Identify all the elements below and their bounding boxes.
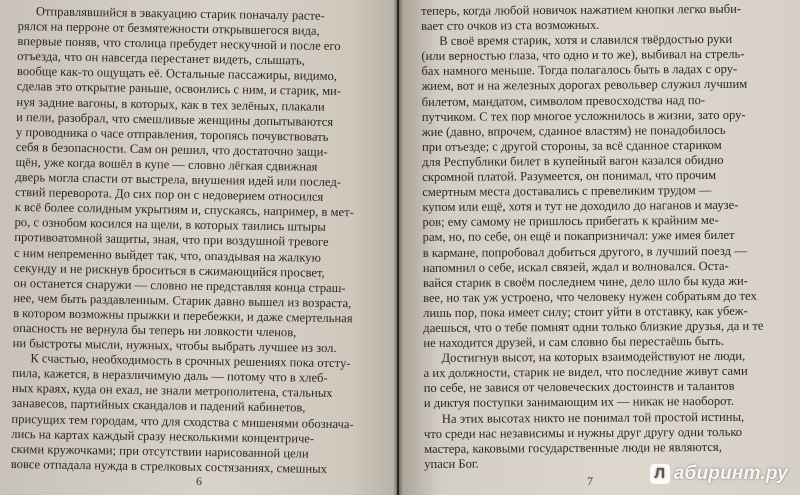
text-line: даешься, что о тебе помнят одни только близкие друзья, да и те xyxy=(423,318,764,335)
book-gutter xyxy=(393,0,403,495)
text-line: дверь могла спасти от выстрела, внушения идей или послед- xyxy=(15,170,342,190)
text-line: впервые поняв, что столица пребудет нескучной и после его xyxy=(17,34,341,54)
text-line: скими кружочками; при отсутствии нарисованной цели xyxy=(10,441,309,461)
text-line: ни быстроты мысли, нужных, чтобы выбрать лучшее из зол. xyxy=(12,336,337,356)
text-line: упаси Бог. xyxy=(424,456,479,471)
text-line: и диктуя поступки занимающим их — никак не наоборот. xyxy=(423,394,735,411)
labirint-logo-badge: Л xyxy=(650,464,670,484)
text-line: опасность не вернула бы теперь ни ловкости членов, xyxy=(12,320,297,340)
text-line: пила, кажется, в неразличимую даль — потому что в хлеб- xyxy=(12,366,328,386)
text-line: напомнил о себе, искал связей, ждал и волновался. Оста- xyxy=(422,258,729,275)
left-page-number: 6 xyxy=(196,474,202,488)
text-line: противоатомной защиты, зная, что при воздушной тревоге xyxy=(14,230,329,250)
text-line: вайся старик в своём последнем чине, дело шло бы куда жи- xyxy=(422,273,748,290)
text-line: не находится друзей, и сам словно бы перестаёшь быть. xyxy=(423,333,725,351)
text-line: смертным места доставались с превеликим трудом — xyxy=(422,183,712,200)
text-line: Отправлявшийся в эвакуацию старик поначалу расте- xyxy=(35,4,325,23)
text-line: для Республики билет в купейный вагон казался обидно xyxy=(422,152,724,169)
text-line: К счастью, необходимость в срочных решениях пока отсту- xyxy=(30,351,351,371)
text-line: мастера, каковыми государственные люди не являются, xyxy=(424,439,722,456)
text-line: при отъезде; с другой стороны, за всё сданное стариком xyxy=(421,137,722,154)
text-line: вее, но так уж устроено, что человеку нужен собратьям до тех xyxy=(423,288,757,305)
labirint-watermark xyxy=(650,463,788,485)
text-line: с ним непременно выйдет так, что, опаздывая на жалкую xyxy=(13,245,322,265)
right-page xyxy=(399,0,800,495)
text-line: секунду и не рискнув броситься в сжимающийся просвет, xyxy=(13,260,325,280)
text-line: в котором возможны прыжки и перебежки, и даже смертельная xyxy=(13,305,353,326)
text-line: лишь пор, пока имеет силу; стоит уйти в отставку, как убеж- xyxy=(423,303,748,320)
text-line: а их должности, старик не видел, что последние живут сами xyxy=(423,363,748,381)
right-page-text xyxy=(421,2,776,472)
labirint-logo-text: абиринт.ру xyxy=(673,463,788,484)
text-line: себя в безопасности. Сам он решил, что достаточно защи- xyxy=(15,139,328,159)
text-line: (или верностью глаза, что одно и то же), выбивал на стрель- xyxy=(421,47,745,64)
text-line: ных краях, куда он ехал, не знали метрополитена, стальных xyxy=(11,381,333,401)
text-line: по себе, не завися от человеческих достоинств и талантов xyxy=(423,379,735,396)
text-line: занавесов, партийных скандалов и падений кабинетов, xyxy=(11,396,306,416)
text-line: в кармане, попробовал добиться другого, в лучший поезд — xyxy=(422,243,747,260)
text-line: нуя задние вагоны, в которых, как в тех зелёных, плакали xyxy=(16,94,325,114)
text-line: ро, с ознобом косился на щели, в которых таились штыры xyxy=(14,215,326,235)
text-line: бах намного меньше. Тогда полагалось быть в ладах с ору- xyxy=(421,62,738,79)
text-line: купом или ещё, хотя и тут не доходило до наганов и маузе- xyxy=(422,198,739,215)
text-line: На этих высотах никто не понимал той простой истины, xyxy=(441,409,745,426)
text-line: и пели, разобрал, что смешливые женщины допытываются xyxy=(16,109,334,129)
text-line: он останется снаружи — словно не представляя конца страш- xyxy=(13,275,346,295)
text-line: В своё время старик, хотя и славился твёрдостью руки xyxy=(439,32,733,49)
text-line: нее, чем быть раздавленным. Старик давно вышел из возраста, xyxy=(13,290,352,311)
text-line: щён, уже когда вошёл в купе — словно лёгкая сдвижная xyxy=(15,154,318,174)
text-line: вовсе отпадала нужда в стрелковых состязаниях, смешных xyxy=(10,456,328,476)
text-line: жием, вот и на железных дорогах револьвер служил лучшим xyxy=(421,77,748,94)
left-page-text xyxy=(11,4,373,477)
text-line: ров; ему самому не пришлось прибегать к крайним ме- xyxy=(422,213,719,230)
text-line: жие (давно, впрочем, сданное властям) не понадобилось xyxy=(421,122,726,139)
left-page xyxy=(0,0,397,495)
text-line: Достигнув высот, на которых взаимодействуют не люди, xyxy=(441,348,746,366)
text-line: что среди нас независимы и нужны друг другу одни только xyxy=(423,424,743,441)
text-line: вает сто очков из ста возможных. xyxy=(421,17,600,34)
text-line: лись на картах каждый сразу несколькими концентриче- xyxy=(11,426,315,446)
text-line: отъезда, что он навсегда перестанет видеть, слышать, xyxy=(17,49,305,68)
text-line: к всё более солидным укрытиям и, спускаясь, например, в мет- xyxy=(14,200,354,220)
text-line: присущих тем городам, что для сходства с мишенями обознача- xyxy=(11,411,354,431)
text-line: вообще как-то ощущать её. Остальные пассажиры, видимо, xyxy=(16,64,338,84)
text-line: у проводника о часе отправления, торопясь почувствовать xyxy=(15,124,329,144)
text-line: путчиком. С тех пор многое усложнилось в жизни, зато ору- xyxy=(421,107,746,124)
text-line: билетом, мандатом, символом превосходства над по- xyxy=(421,92,706,109)
text-line: теперь, когда любой новичок нажатием кнопки легко выби- xyxy=(421,1,742,18)
text-line: скромной платой. Разумеется, он понимал, что прочим xyxy=(422,167,717,185)
text-line: сделав это открытие раньше, освоились с ним, и старик, ми- xyxy=(16,79,342,99)
text-line: ствий переворота. До сих пор он с недоверием относился xyxy=(14,185,324,204)
right-page-number: 7 xyxy=(587,474,593,488)
text-line: рялся на перроне от безмятежности открывшегося вида, xyxy=(17,19,320,38)
text-line: рам, но, по себе, он ещё и покапризничал: уже имея билет xyxy=(422,228,735,245)
